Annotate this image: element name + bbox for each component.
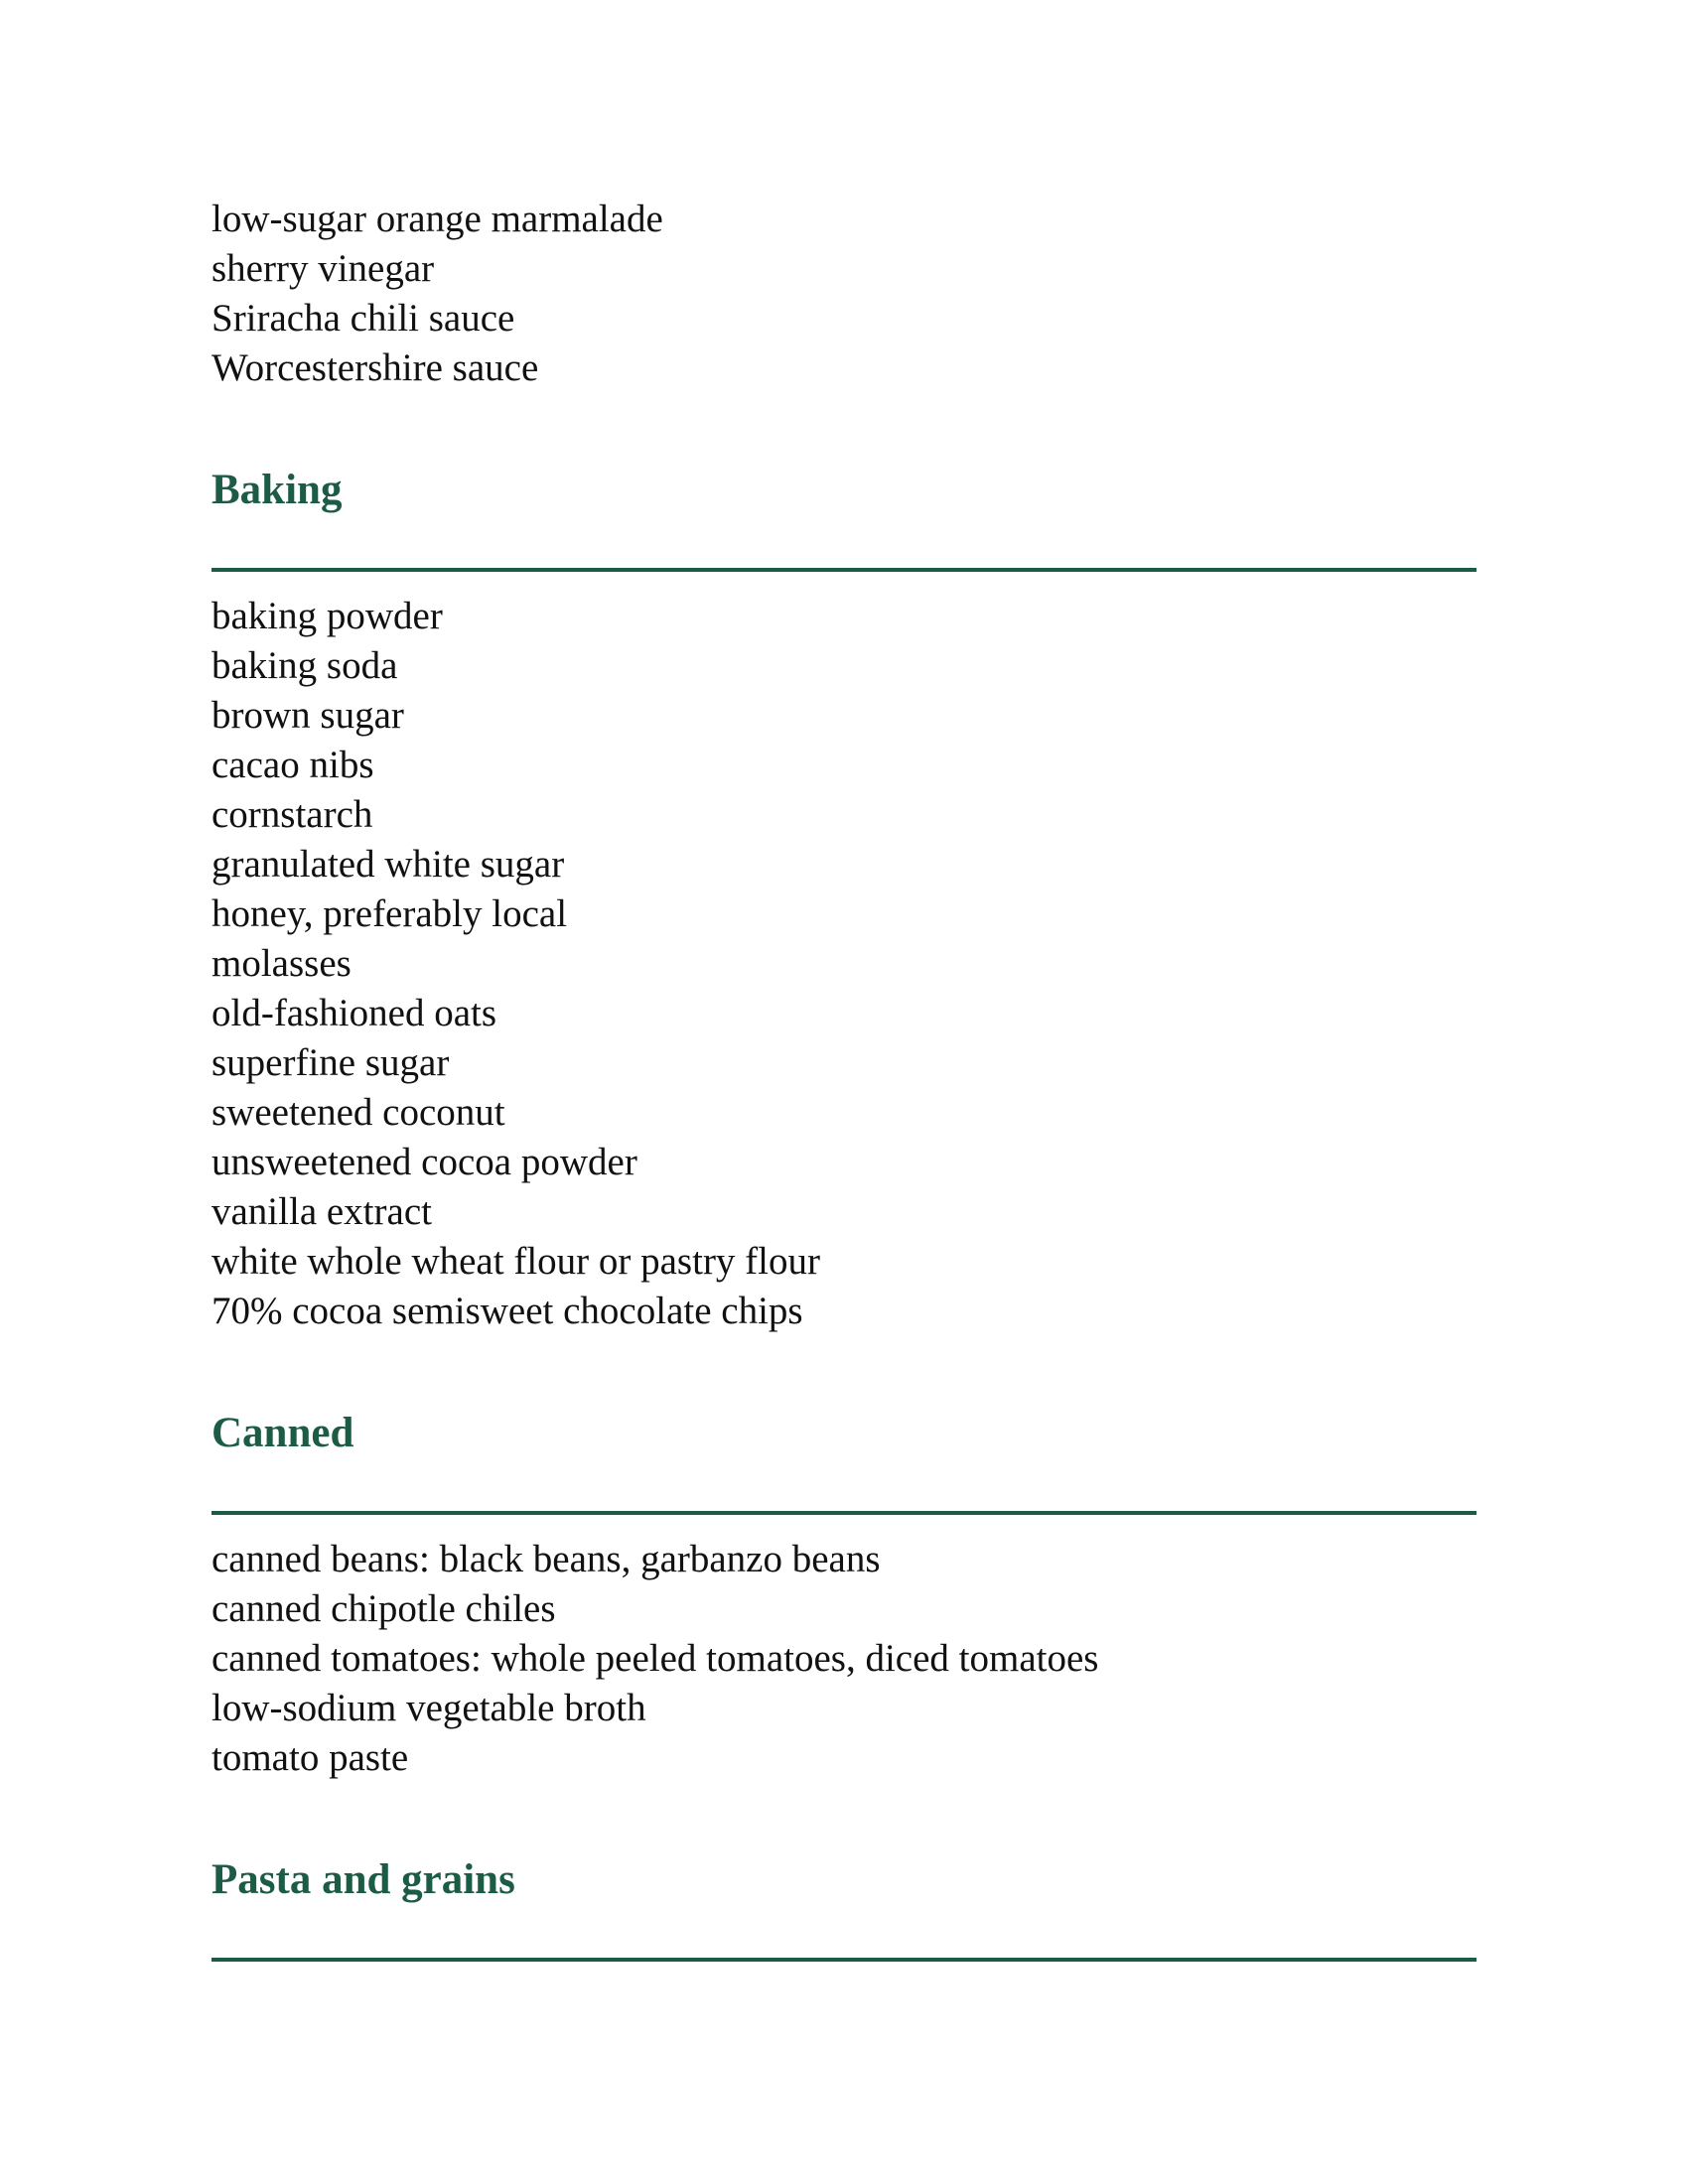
list-item: low-sodium vegetable broth	[211, 1687, 646, 1729]
list-item: superfine sugar	[211, 1041, 450, 1084]
list-item: honey, preferably local	[211, 892, 568, 935]
list-item: old-fashioned oats	[211, 992, 497, 1034]
section-title: Baking	[211, 467, 343, 513]
list-item: granulated white sugar	[211, 843, 565, 886]
document-page	[211, 195, 1477, 1981]
list-item: Worcestershire sauce	[211, 346, 539, 389]
list-item: sweetened coconut	[211, 1091, 505, 1134]
list-item: low-sugar orange marmalade	[211, 198, 663, 240]
list-item: tomato paste	[211, 1736, 409, 1779]
list-item: canned chipotle chiles	[211, 1587, 556, 1630]
list-item: sherry vinegar	[211, 247, 435, 290]
section-title: Canned	[211, 1410, 354, 1456]
section-divider	[211, 1511, 1477, 1515]
section-divider	[211, 1958, 1477, 1962]
section-canned	[211, 1404, 1477, 1783]
section-pasta-and-grains	[211, 1850, 1477, 1962]
list-item: cornstarch	[211, 793, 373, 836]
list-item: baking powder	[211, 595, 443, 637]
section-list	[211, 592, 1477, 1336]
list-item: baking soda	[211, 644, 398, 687]
list-item: canned beans: black beans, garbanzo beans	[211, 1538, 881, 1580]
section-title: Pasta and grains	[211, 1856, 515, 1903]
section-baking	[211, 461, 1477, 1336]
list-item: Sriracha chili sauce	[211, 297, 515, 340]
list-item: canned tomatoes: whole peeled tomatoes, diced tomatoes	[211, 1637, 1099, 1680]
list-item: unsweetened cocoa powder	[211, 1141, 637, 1183]
section-divider	[211, 568, 1477, 572]
list-item: molasses	[211, 942, 352, 985]
list-item: cacao nibs	[211, 744, 374, 786]
section-list	[211, 1535, 1477, 1783]
list-item: 70% cocoa semisweet chocolate chips	[211, 1290, 803, 1332]
list-item: brown sugar	[211, 694, 404, 737]
list-item: vanilla extract	[211, 1190, 432, 1233]
list-item: white whole wheat flour or pastry flour	[211, 1240, 820, 1283]
intro-list	[211, 195, 1477, 393]
